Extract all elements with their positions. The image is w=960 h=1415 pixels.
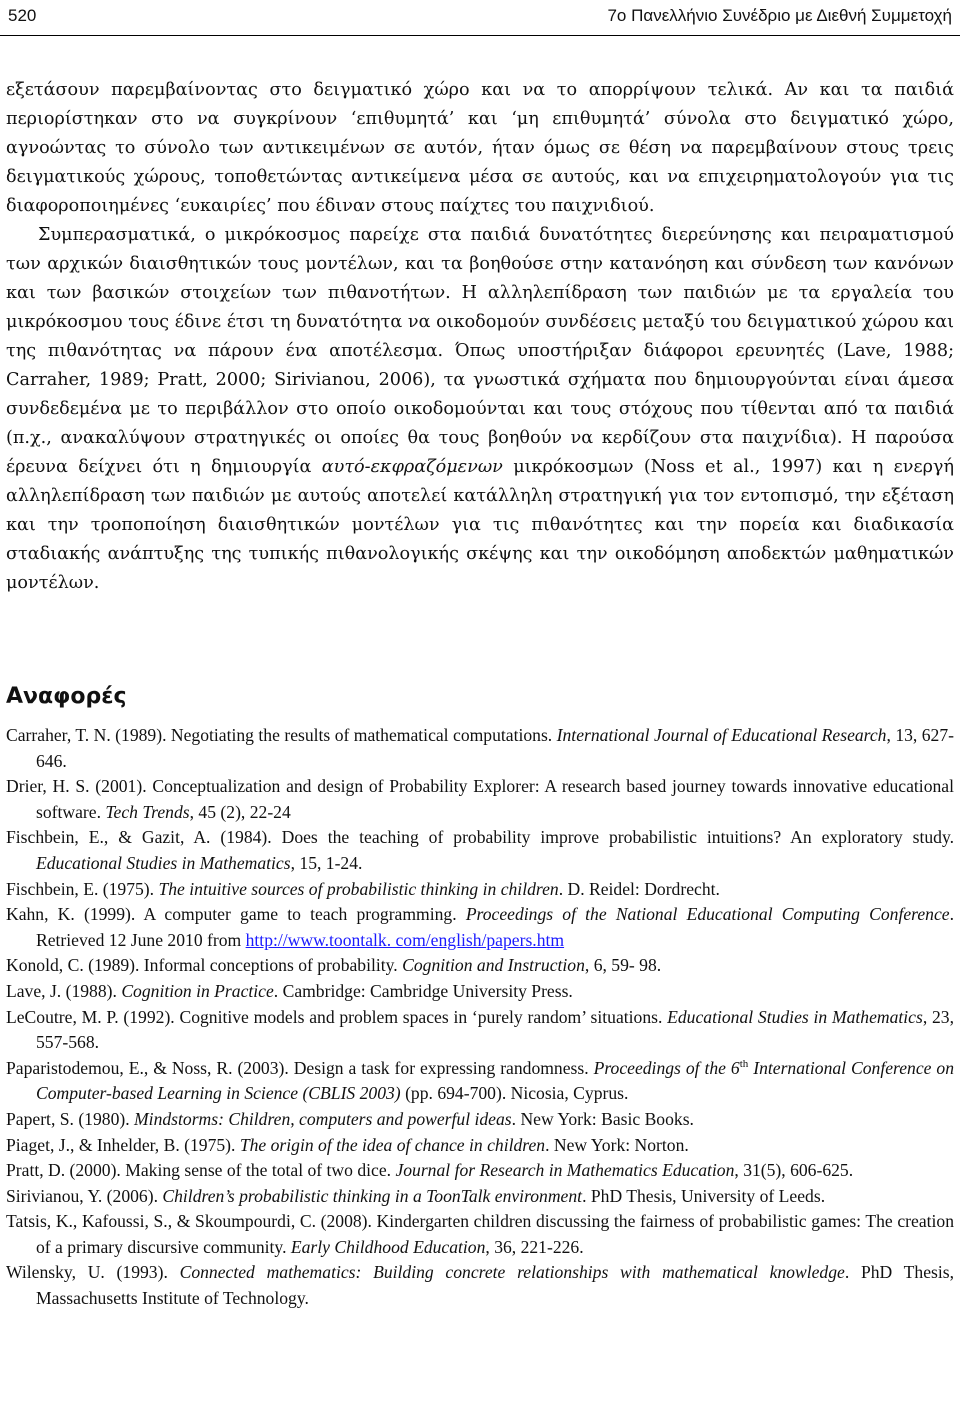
reference-item: LeCoutre, M. P. (1992). Cognitive models and problem spaces in ‘purely random’ situations. Educational Studies in Mathematics, 23, 557-568. xyxy=(6,1006,954,1053)
header-rule xyxy=(0,35,960,36)
references-heading: Αναφορές xyxy=(6,684,127,709)
reference-link[interactable]: http://www.toontalk. com/english/papers.htm xyxy=(245,929,565,950)
reference-item: Wilensky, U. (1993). Connected mathematics: Building concrete relationships with mathematical knowledge. PhD Thesis, Massachusetts Institute of Technology. xyxy=(6,1262,954,1309)
conference-title: 7ο Πανελλήνιο Συνέδριο με Διεθνή Συμμετοχή xyxy=(607,6,952,25)
reference-item: Konold, C. (1989). Informal conceptions of probability. Cognition and Instruction, 6, 59- 98. xyxy=(6,955,662,976)
reference-item: Fischbein, E., & Gazit, A. (1984). Does the teaching of probability improve probabilistic intuitions? An exploratory study. Educational Studies in Mathematics, 15, 1-24. xyxy=(6,827,954,873)
body-text xyxy=(6,76,954,598)
reference-item: Sirivianou, Y. (2006). Children’s probabilistic thinking in a ToonTalk environment. PhD Thesis, University of Leeds. xyxy=(6,1185,826,1206)
reference-item: Kahn, K. (1999). A computer game to teach programming. Proceedings of the National Educational Computing Conference. Retrieved 12 June 2010 from http://www.toontalk. com/english/papers.htm xyxy=(6,904,954,950)
paragraph-1: εξετάσουν παρεμβαίνοντας στο δειγματικό χώρο και να το απορρίψουν τελικά. Αν και τα παιδιά περιορίστηκαν στο να συγκρίνουν ‘επιθυμητά’ και ‘μη επιθυμητά’ σύνολα στο δειγματικό χώρο, αγνοώντας το σύνολο των αντικειμένων σε αυτόν, ήταν όμως σε θέση να παρεμβαίνουν στους τρεις δειγματικούς χώρους, τοποθετώντας αντικείμενα μέσα σε αυτούς, και να επιχειρηματολογούν για τις διαφοροποιημένες ‘ευκαιρίες’ που έδιναν στους παίχτες του παιχνιδιού. xyxy=(6,80,954,216)
reference-item: Papert, S. (1980). Mindstorms: Children, computers and powerful ideas. New York: Basic Books. xyxy=(6,1108,694,1129)
reference-item: Lave, J. (1988). Cognition in Practice. Cambridge: Cambridge University Press. xyxy=(6,980,573,1001)
reference-item: Pratt, D. (2000). Making sense of the total of two dice. Journal for Research in Mathematics Education, 31(5), 606-625. xyxy=(6,1160,854,1181)
paragraph-2-part-a: Συμπερασματικά, ο μικρόκοσμος παρείχε στα παιδιά δυνατότητες διερεύνησης και πειραματισμού των αρχικών διαισθητικών τους μοντέλων, και τα βοηθούσε στην κατανόηση και σύνδεση των κανόνων και των βασικών στοιχείων των πιθανοτήτων. Η αλληλεπίδραση των παιδιών με τα εργαλεία του μικρόκοσμου τους έδινε έτσι τη δυνατότητα να οικοδομούν συνδέσεις μεταξύ του δειγματικού χώρου και της πιθανότητας να πάρουν ένα αποτέλεσμα. Όπως υποστήριξαν διάφοροι ερευνητές (Lave, 1988; Carraher, 1989; Pratt, 2000; Sirivianou, 2006), τα γνωστικά σχήματα που δημιουργούνται είναι άμεσα συνδεδεμένα με το περιβάλλον στο οποίο οικοδομούνται και τους στόχους που τίθενται από τα παιδιά (π.χ., ανακαλύψουν στρατηγικές οι οποίες θα τους βοηθούν να κερδίζουν στα παιχνίδια). Η παρούσα έρευνα δείχνει ότι η δημιουργία xyxy=(6,225,954,477)
reference-item: Carraher, T. N. (1989). Negotiating the results of mathematical computations. International Journal of Educational Research, 13, 627-646. xyxy=(6,725,954,771)
page-number: 520 xyxy=(8,6,37,25)
reference-item: Paparistodemou, E., & Noss, R. (2003). Design a task for expressing randomness. Proceedings of the 6th International Conference on Computer-based Learning in Science (CBLIS 2003) (pp. 694-700). Nicosia, Cyprus. xyxy=(6,1057,954,1104)
reference-item: Fischbein, E. (1975). The intuitive sources of probabilistic thinking in children. D. Reidel: Dordrecht. xyxy=(6,878,720,899)
paragraph-2 xyxy=(6,221,954,598)
reference-item: Piaget, J., & Inhelder, B. (1975). The origin of the idea of chance in children. New York: Norton. xyxy=(6,1134,689,1155)
reference-item: Drier, H. S. (2001). Conceptualization and design of Probability Explorer: A research based journey towards innovative educational software. Tech Trends, 45 (2), 22-24 xyxy=(6,776,954,822)
references-list xyxy=(6,723,954,1312)
paragraph-2-part-b: μικρόκοσμων (Noss et al., 1997) και η ενεργή αλληλεπίδραση των παιδιών με αυτούς αποτελεί κατάλληλη στρατηγική για τον εντοπισμό, την εξέταση και την τροποποίηση διαισθητικών μοντέλων για τις πιθανότητες και την πορεία και διαδικασία σταδιακής ανάπτυξης της τυπικής πιθανολογικής σκέψης και την οικοδόμηση αποδεκτών μαθηματικών μοντέλων. xyxy=(6,457,954,593)
page-header xyxy=(0,0,960,40)
paragraph-2-italic: αυτό-εκφραζόμενων xyxy=(321,457,503,477)
reference-item: Tatsis, K., Kafoussi, S., & Skoumpourdi, C. (2008). Kindergarten children discussing the fairness of probabilistic games: The creation of a primary discursive community. Early Childhood Education, 36, 221-226. xyxy=(6,1211,954,1257)
